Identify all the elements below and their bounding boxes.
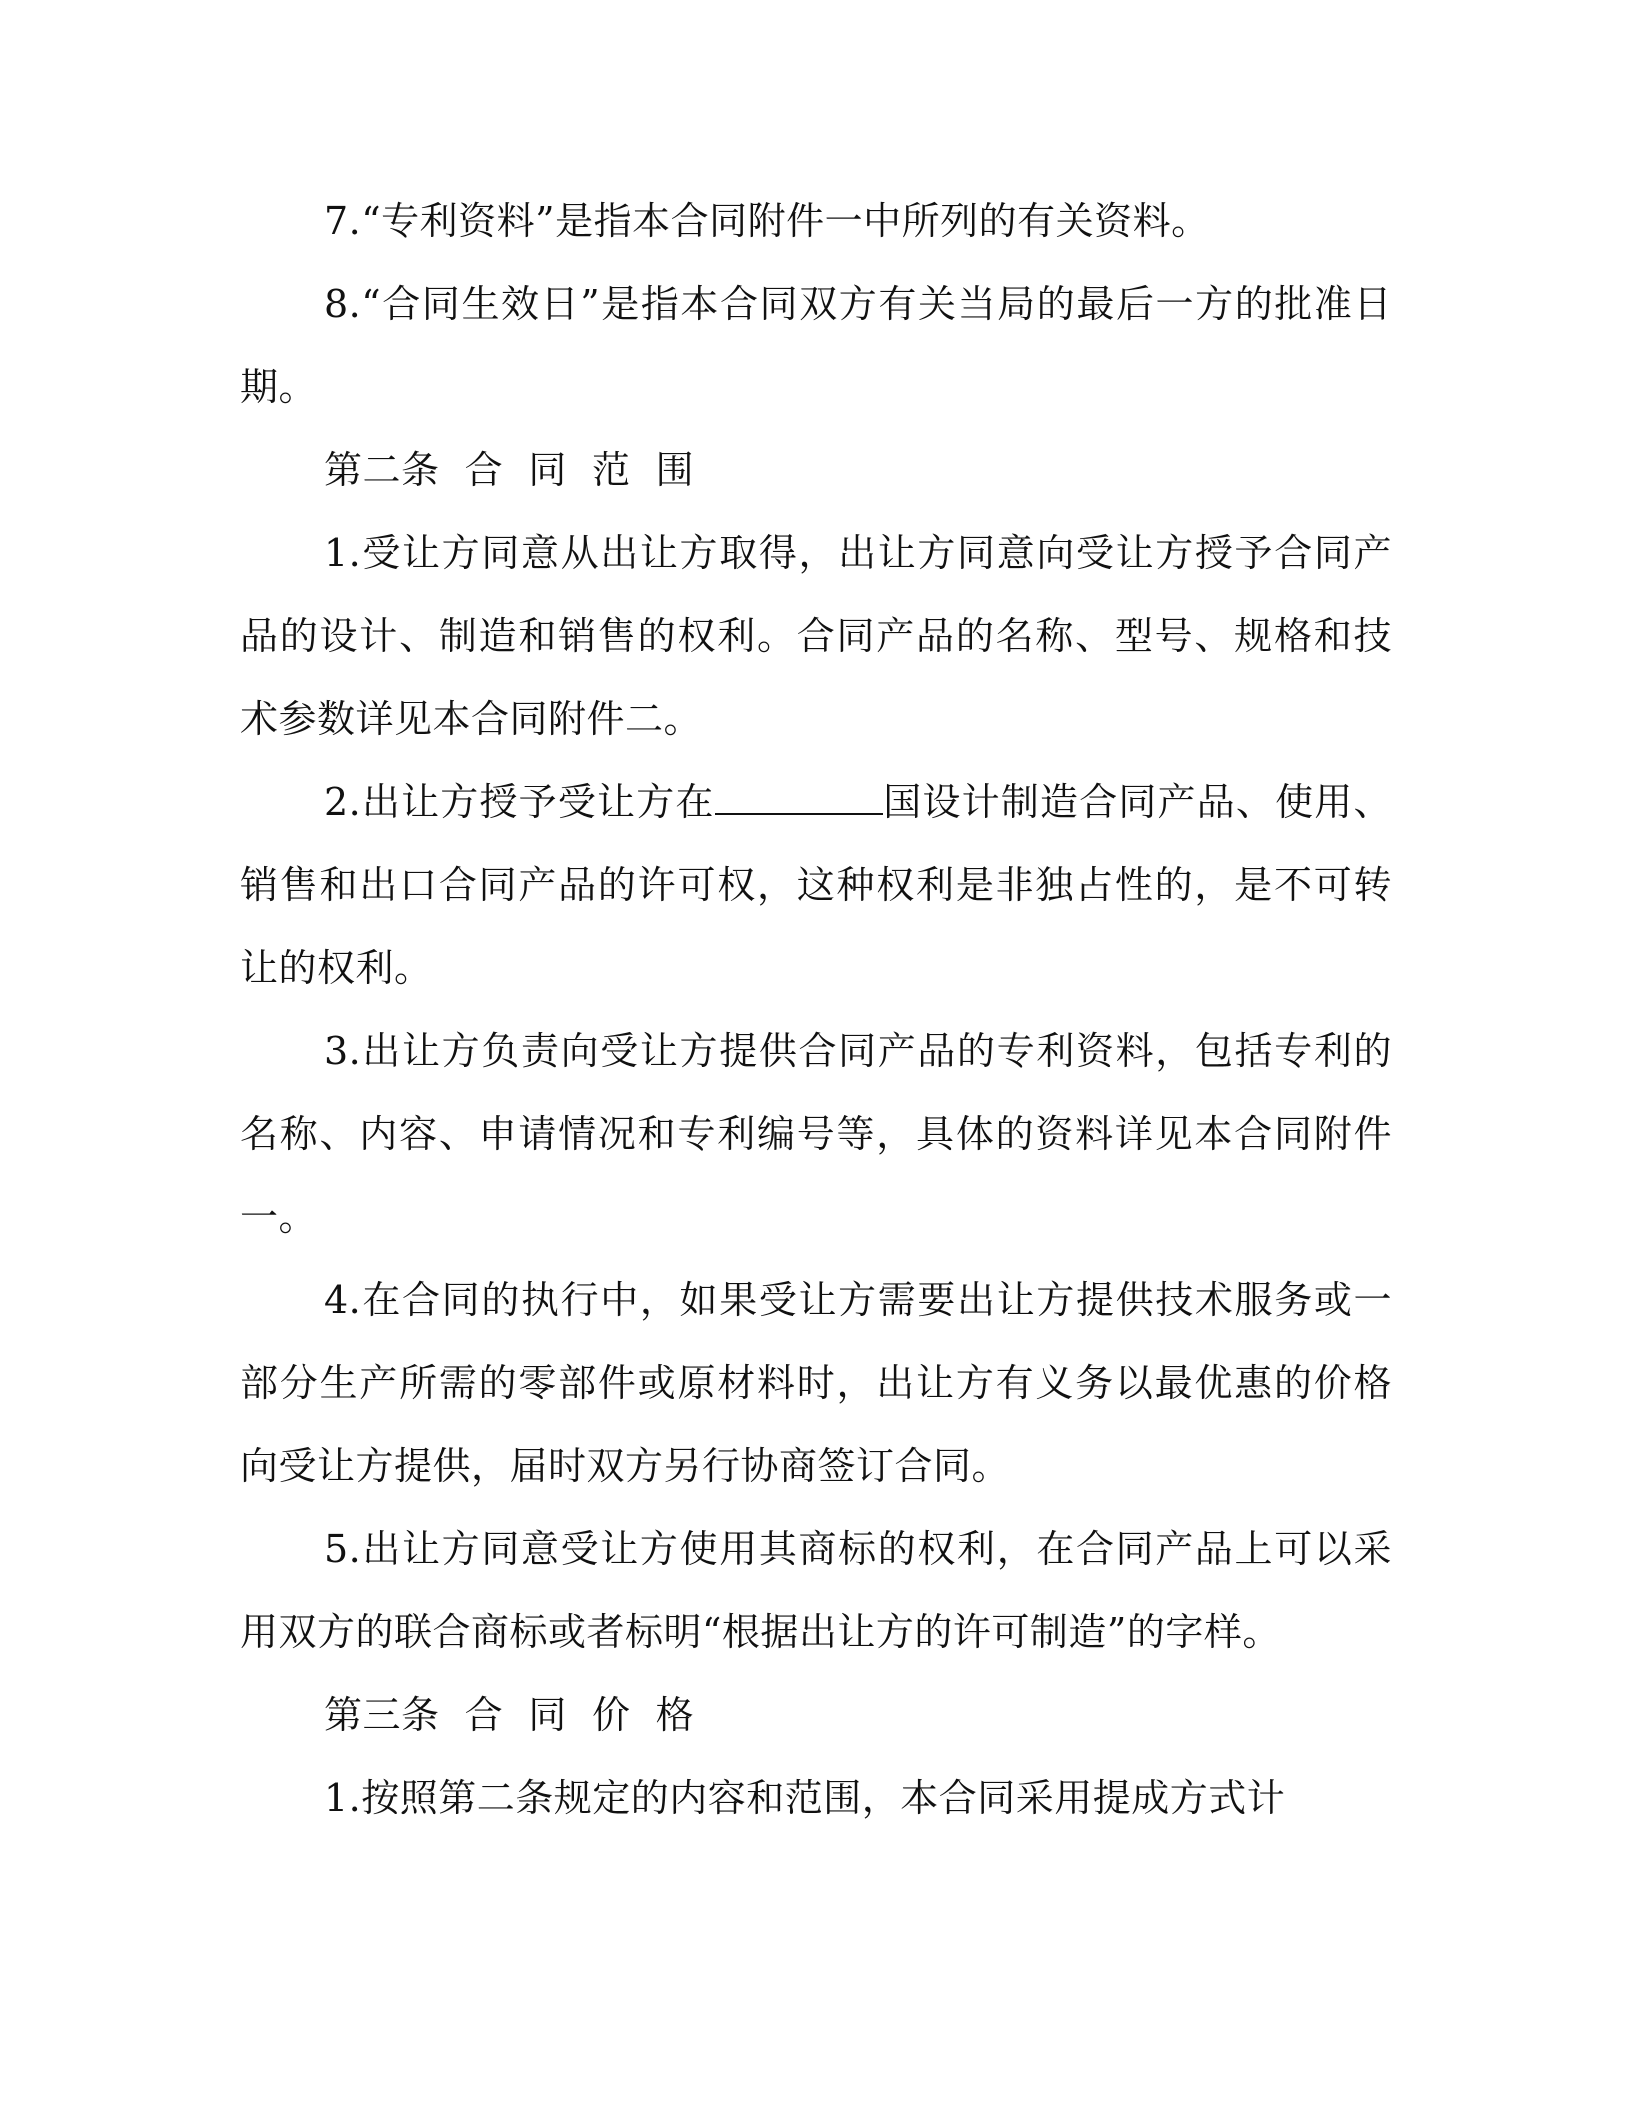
fill-in-blank[interactable] <box>715 783 883 815</box>
article-2-heading: 第二条 合 同 范 围 <box>324 448 695 492</box>
article-2-clause-1: 1.受让方同意从出让方取得，出让方同意向受让方授予合同产品的设计、制造和销售的权利。合同产品的名称、型号、规格和技术参数详见本合同附件二。 <box>240 531 1392 741</box>
clause-2-text-before: 2.出让方授予受让方在 <box>324 780 715 824</box>
clause-2-text-after: 国设计制造合同产品、使用、销售和出口合同产品的许可权，这种权利是非独占性的，是不可转让的权利。 <box>240 780 1392 990</box>
clause-7-patent-materials: 7.“专利资料”是指本合同附件一中所列的有关资料。 <box>324 199 1210 243</box>
article-2-clause-4: 4.在合同的执行中，如果受让方需要出让方提供技术服务或一部分生产所需的零部件或原材料时，出让方有义务以最优惠的价格向受让方提供，届时双方另行协商签订合同。 <box>240 1278 1392 1488</box>
article-2-clause-3: 3.出让方负责向受让方提供合同产品的专利资料，包括专利的名称、内容、申请情况和专利编号等，具体的资料详见本合同附件一。 <box>240 1029 1392 1239</box>
article-2-clause-2 <box>240 761 1392 1010</box>
article-2-clause-5: 5.出让方同意受让方使用其商标的权利，在合同产品上可以采用双方的联合商标或者标明“根据出让方的许可制造”的字样。 <box>240 1527 1392 1654</box>
article-3-heading: 第三条 合 同 价 格 <box>324 1693 695 1737</box>
document-body <box>240 180 1392 1840</box>
article-3-clause-1: 1.按照第二条规定的内容和范围，本合同采用提成方式计 <box>324 1776 1286 1820</box>
clause-8-effective-date: 8.“合同生效日”是指本合同双方有关当局的最后一方的批准日期。 <box>240 282 1392 409</box>
